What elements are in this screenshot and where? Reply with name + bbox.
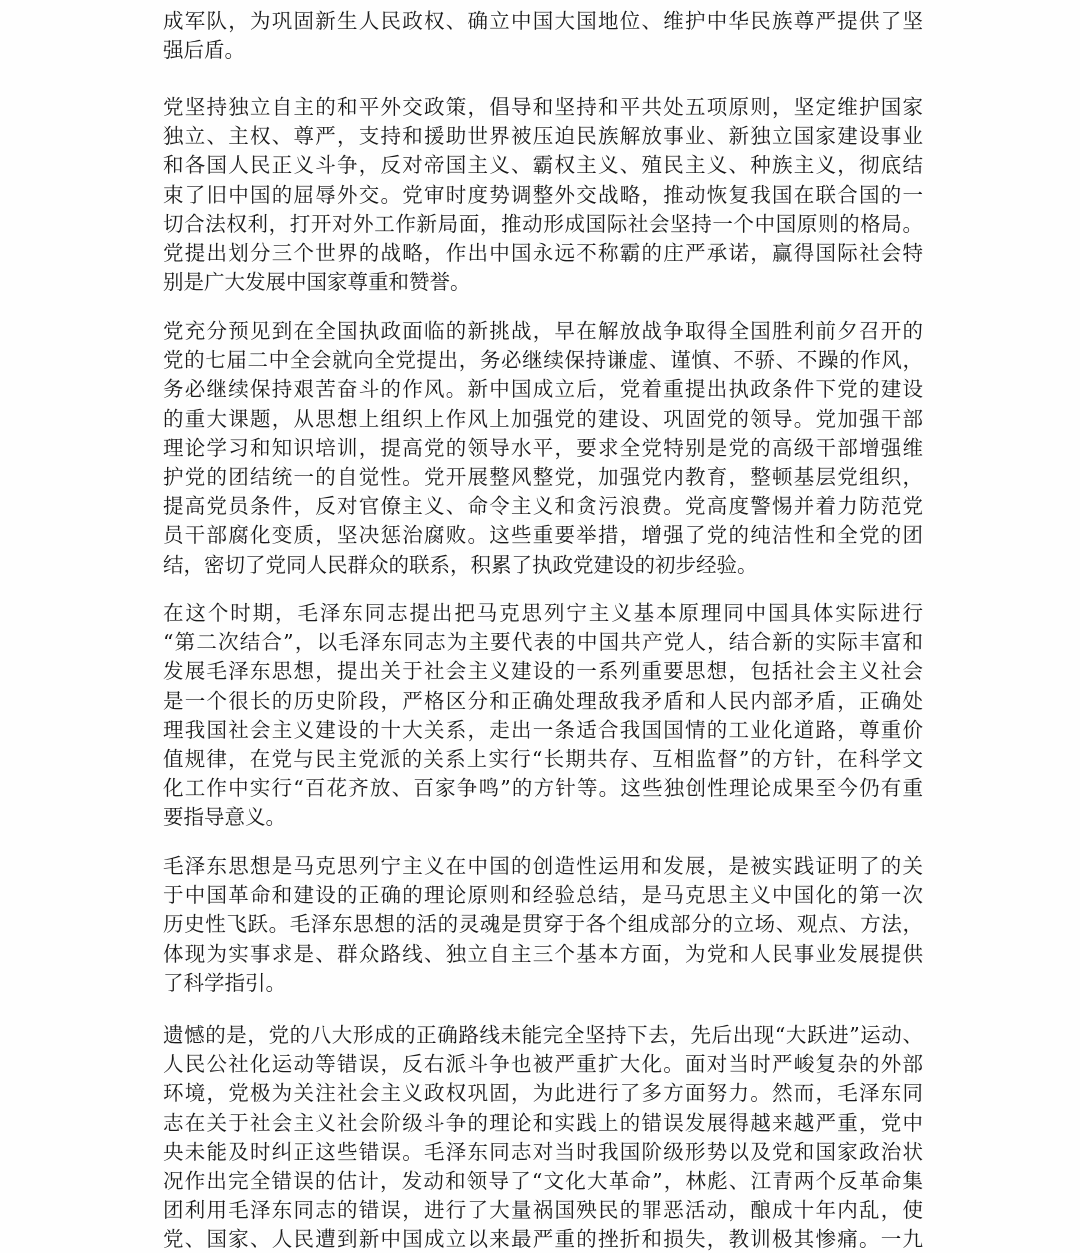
text-line: 值规律，在党与民主党派的关系上实行“长期共存、互相监督”的方针，在科学文 xyxy=(163,746,923,771)
text-line: 党的七届二中全会就向全党提出，务必继续保持谦虚、谨慎、不骄、不躁的作风， xyxy=(163,348,923,373)
text-line: 党坚持独立自主的和平外交政策，倡导和坚持和平共处五项原则，坚定维护国家 xyxy=(163,95,923,119)
text-line: 理我国社会主义建设的十大关系，走出一条适合我国国情的工业化道路，尊重价 xyxy=(163,717,923,742)
text-line: 在这个时期，毛泽东同志提出把马克思列宁主义基本原理同中国具体实际进行 xyxy=(163,601,923,625)
text-line: 党提出划分三个世界的战略，作出中国永远不称霸的庄严承诺，赢得国际社会特 xyxy=(163,240,923,265)
text-line: 切合法权利，打开对外工作新局面，推动形成国际社会坚持一个中国原则的格局。 xyxy=(163,211,923,236)
text-line: 况作出完全错误的估计，发动和领导了“文化大革命”，林彪、江青两个反革命集 xyxy=(163,1168,923,1193)
paragraph xyxy=(163,93,923,297)
text-line: 是一个很长的历史阶段，严格区分和正确处理敌我矛盾和人民内部矛盾，正确处 xyxy=(163,688,923,713)
text-line: 环境，党极为关注社会主义政权巩固，为此进行了多方面努力。然而，毛泽东同 xyxy=(163,1081,923,1106)
text-line: 束了旧中国的屈辱外交。党审时度势调整外交战略，推动恢复我国在联合国的一 xyxy=(163,182,923,207)
text-line: 化工作中实行“百花齐放、百家争鸣”的方针等。这些独创性理论成果至今仍有重 xyxy=(163,776,923,801)
text-line: 人民公社化运动等错误，反右派斗争也被严重扩大化。面对当时严峻复杂的外部 xyxy=(163,1052,923,1077)
paragraph xyxy=(163,7,923,65)
text-line: 独立、主权、尊严，支持和援助世界被压迫民族解放事业、新独立国家建设事业 xyxy=(163,124,923,149)
text-line: 结，密切了党同人民群众的联系，积累了执政党建设的初步经验。 xyxy=(163,552,758,577)
paragraph xyxy=(163,317,923,580)
paragraph xyxy=(163,1021,923,1253)
text-line: 护党的团结统一的自觉性。党开展整风整党，加强党内教育，整顿基层党组织， xyxy=(163,464,923,489)
text-line: 遗憾的是，党的八大形成的正确路线未能完全坚持下去，先后出现“大跃进”运动、 xyxy=(163,1023,923,1047)
text-line: 发展毛泽东思想，提出关于社会主义建设的一系列重要思想，包括社会主义社会 xyxy=(163,659,923,684)
text-line: 员干部腐化变质，坚决惩治腐败。这些重要举措，增强了党的纯洁性和全党的团 xyxy=(163,523,923,548)
text-line: 党、国家、人民遭到新中国成立以来最严重的挫折和损失，教训极其惨痛。一九 xyxy=(163,1227,923,1252)
paragraph xyxy=(163,852,923,998)
text-line: 提高党员条件，反对官僚主义、命令主义和贪污浪费。党高度警惕并着力防范党 xyxy=(163,494,923,519)
text-line: 的重大课题，从思想上组织上作风上加强党的建设、巩固党的领导。党加强干部 xyxy=(163,406,923,431)
text-line: 志在关于社会主义社会阶级斗争的理论和实践上的错误发展得越来越严重，党中 xyxy=(163,1110,923,1135)
text-line: 理论学习和知识培训，提高党的领导水平，要求全党特别是党的高级干部增强维 xyxy=(163,435,923,460)
text-line: 体现为实事求是、群众路线、独立自主三个基本方面，为党和人民事业发展提供 xyxy=(163,941,923,966)
text-line: 历史性飞跃。毛泽东思想的活的灵魂是贯穿于各个组成部分的立场、观点、方法， xyxy=(163,912,923,937)
text-line: 了科学指引。 xyxy=(163,970,286,995)
text-line: 强后盾。 xyxy=(163,38,245,63)
text-line: 毛泽东思想是马克思列宁主义在中国的创造性运用和发展，是被实践证明了的关 xyxy=(163,854,923,878)
text-line: 党充分预见到在全国执政面临的新挑战，早在解放战争取得全国胜利前夕召开的 xyxy=(163,319,923,343)
text-line: “第二次结合”，以毛泽东同志为主要代表的中国共产党人，结合新的实际丰富和 xyxy=(163,630,923,655)
text-line: 央未能及时纠正这些错误。毛泽东同志对当时我国阶级形势以及党和国家政治状 xyxy=(163,1139,923,1164)
paragraph xyxy=(163,599,923,833)
text-line: 要指导意义。 xyxy=(163,805,286,830)
text-line: 别是广大发展中国家尊重和赞誉。 xyxy=(163,270,471,295)
text-line: 务必继续保持艰苦奋斗的作风。新中国成立后，党着重提出执政条件下党的建设 xyxy=(163,377,923,402)
text-line: 于中国革命和建设的正确的理论原则和经验总结，是马克思主义中国化的第一次 xyxy=(163,883,923,908)
text-line: 和各国人民正义斗争，反对帝国主义、霸权主义、殖民主义、种族主义，彻底结 xyxy=(163,153,923,178)
text-line: 团利用毛泽东同志的错误，进行了大量祸国殃民的罪恶活动，酿成十年内乱，使 xyxy=(163,1198,923,1223)
text-line: 成军队，为巩固新生人民政权、确立中国大国地位、维护中华民族尊严提供了坚 xyxy=(163,9,923,33)
